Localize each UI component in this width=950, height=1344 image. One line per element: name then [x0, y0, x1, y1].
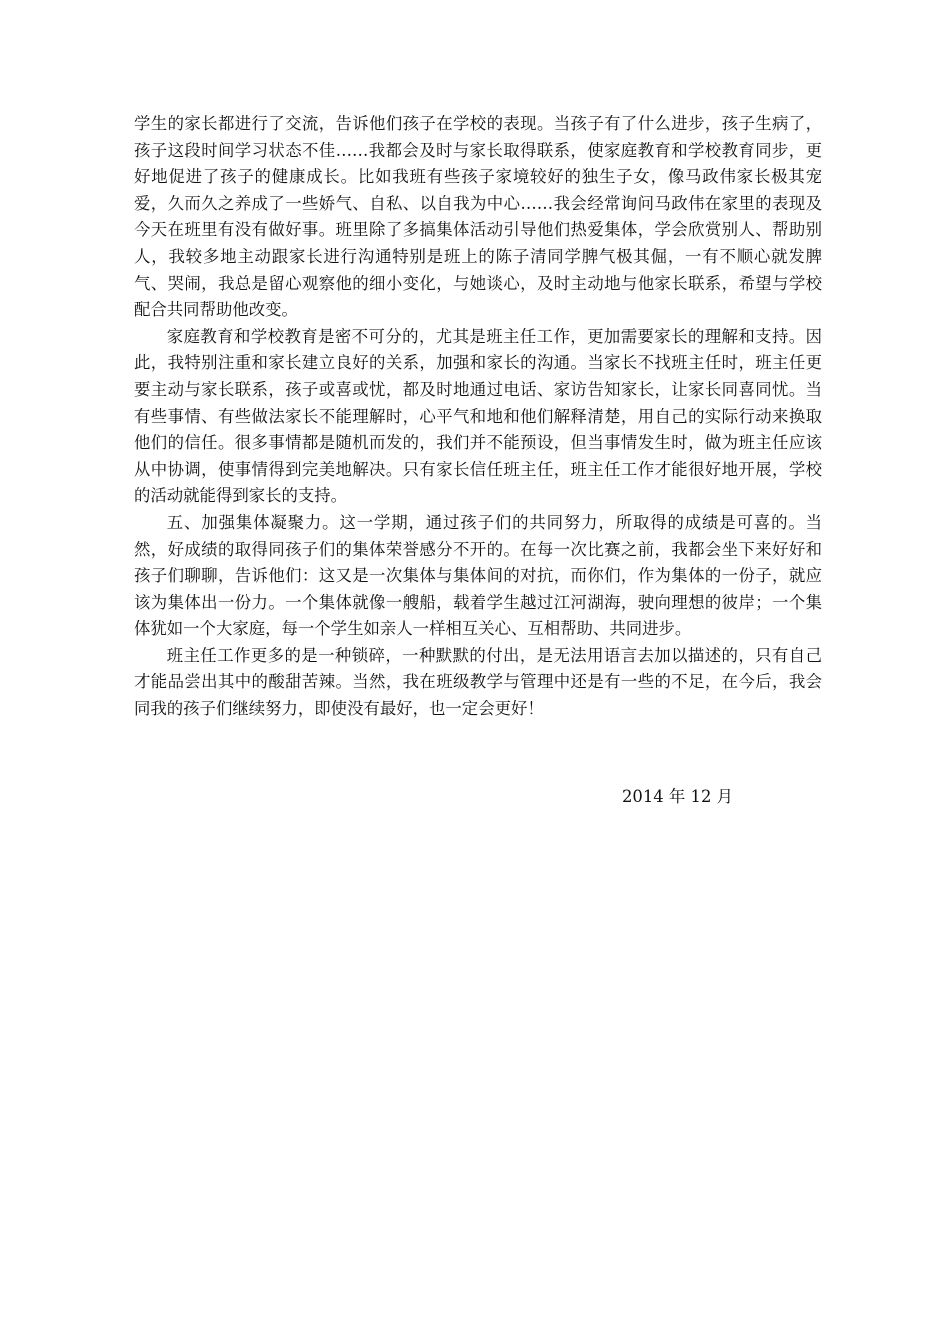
document-date: 2014 年 12 月	[622, 787, 733, 806]
paragraph-2: 家庭教育和学校教育是密不可分的，尤其是班主任工作，更加需要家长的理解和支持。因此，我特别注重和家长建立良好的关系，加强和家长的沟通。当家长不找班主任时，班主任更要主动与家长联系，孩子或喜或忧，都及时地通过电话、家访告知家长，让家长同喜同忧。当有些事情、有些做法家长不能理解时，心平气和地和他们解释清楚，用自己的实际行动来换取他们的信任。很多事情都是随机而发的，我们并不能预设，但当事情发生时，做为班主任应该从中协调，使事情得到完美地解决。只有家长信任班主任，班主任工作才能很好地开展，学校的活动就能得到家长的支持。	[134, 326, 822, 506]
paragraph-3: 五、加强集体凝聚力。这一学期，通过孩子们的共同努力，所取得的成绩是可喜的。当然，好成绩的取得同孩子们的集体荣誉感分不开的。在每一次比赛之前，我都会坐下来好好和孩子们聊聊，告诉他们：这又是一次集体与集体间的对抗，而你们，作为集体的一份子，就应该为集体出一份力。一个集体就像一艘船，载着学生越过江河湖海，驶向理想的彼岸；一个集体犹如一个大家庭，每一个学生如亲人一样相互关心、互相帮助、共同进步。	[134, 512, 822, 639]
paragraph-1: 学生的家长都进行了交流，告诉他们孩子在学校的表现。当孩子有了什么进步，孩子生病了，孩子这段时间学习状态不佳……我都会及时与家长取得联系，使家庭教育和学校教育同步，更好地促进了孩子的健康成长。比如我班有些孩子家境较好的独生子女，像马政伟家长极其宠爱，久而久之养成了一些娇气、自私、以自我为中心……我会经常询问马政伟在家里的表现及今天在班里有没有做好事。班里除了多搞集体活动引导他们热爱集体，学会欣赏别人、帮助别人，我较多地主动跟家长进行沟通特别是班上的陈子清同学脾气极其倔，一有不顺心就发脾气、哭闹，我总是留心观察他的细小变化，与她谈心，及时主动地与他家长联系，希望与学校配合共同帮助他改变。	[134, 114, 822, 320]
document-body	[134, 111, 822, 723]
paragraph-4: 班主任工作更多的是一种锁碎，一种默默的付出，是无法用语言去加以描述的，只有自己才能品尝出其中的酸甜苦辣。当然，我在班级教学与管理中还是有一些的不足，在今后，我会同我的孩子们继续努力，即使没有最好，也一定会更好！	[134, 645, 822, 719]
